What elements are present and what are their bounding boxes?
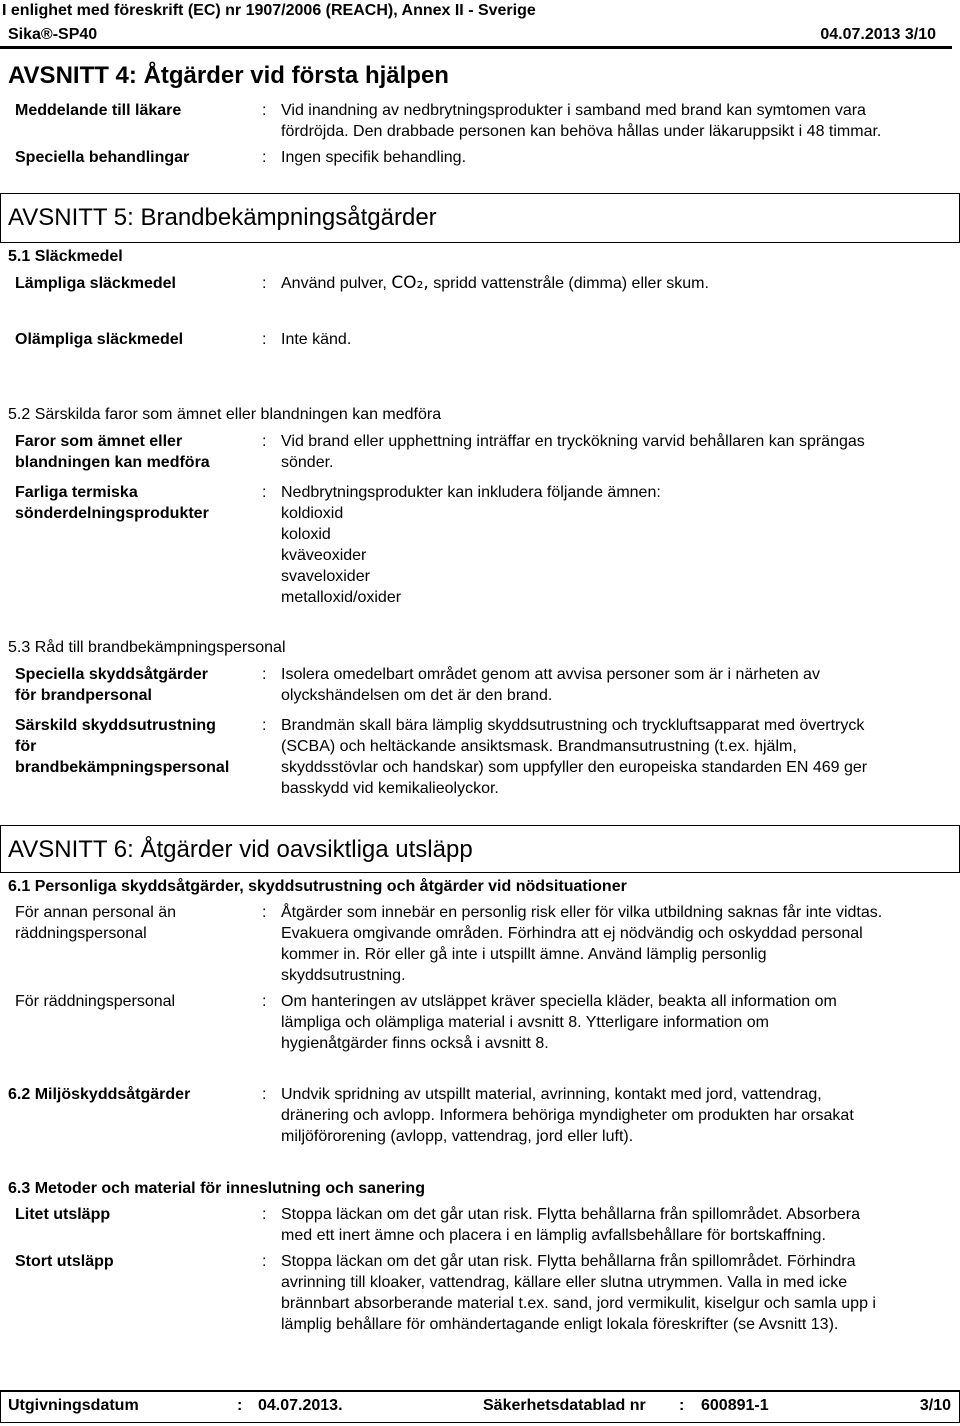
field-value-decomposition: Nedbrytningsprodukter kan inkludera följande ämnen: koldioxid koloxid kväveoxider svaveloxider metalloxid/oxider bbox=[281, 484, 661, 606]
field-label-small-spill: Litet utsläpp bbox=[15, 1206, 111, 1223]
subsection-5-3: 5.3 Råd till brandbekämpningspersonal bbox=[8, 639, 286, 656]
field-colon: : bbox=[262, 275, 267, 292]
field-value-unsuitable-media: Inte känd. bbox=[281, 331, 352, 348]
field-colon: : bbox=[262, 149, 267, 166]
field-colon: : bbox=[262, 102, 267, 119]
field-colon: : bbox=[262, 484, 267, 501]
section-5-title: AVSNITT 5: Brandbekämpningsåtgärder bbox=[8, 204, 437, 231]
co2-formula: CO₂, bbox=[391, 273, 429, 293]
field-colon: : bbox=[262, 993, 267, 1010]
footer-issue-date: 04.07.2013. bbox=[258, 1397, 343, 1414]
field-value-environmental: Undvik spridning av utspillt material, avrinning, kontakt med jord, vattendrag, dränering och avlopp. Informera behöriga myndigheter om produkten har orsakat miljöförorening (avlopp, vattendrag, jord eller luft). bbox=[281, 1086, 854, 1145]
section-4-title: AVSNITT 4: Åtgärder vid första hjälpen bbox=[8, 62, 449, 89]
subsection-6-1: 6.1 Personliga skyddsåtgärder, skyddsutrustning och åtgärder vid nödsituationer bbox=[8, 878, 627, 895]
field-colon: : bbox=[262, 433, 267, 450]
field-value-non-emergency: Åtgärder som innebär en personlig risk eller för vilka utbildning saknas får inte vidtas. Evakuera omgivande områden. Förhindra att ej nödvändig och oskyddad personal kommer in. Rör eller gå inte i utspillt ämne. Använd lämplig personlig skyddsutrustning. bbox=[281, 904, 883, 984]
field-label-physician: Meddelande till läkare bbox=[15, 102, 182, 119]
field-colon: : bbox=[262, 331, 267, 348]
field-label-unsuitable-media: Olämpliga släckmedel bbox=[15, 331, 184, 348]
field-value-protective-equipment: Brandmän skall bära lämplig skyddsutrustning och tryckluftsapparat med övertryck (SCBA) och heltäckande ansiktsmask. Brandmansutrustning (t.ex. hjälm, skyddsstövlar och handskar) som uppfyller den europeiska standarden EN 469 ger basskydd vid kemikalieolyckor. bbox=[281, 717, 868, 797]
product-name: Sika®-SP40 bbox=[8, 26, 98, 43]
field-label-suitable-media: Lämpliga släckmedel bbox=[15, 275, 176, 292]
field-value-physician: Vid inandning av nedbrytningsprodukter i samband med brand kan symtomen vara fördröjda. Den drabbade personen kan behöva hållas under läkaruppsikt i 48 timmar. bbox=[281, 102, 882, 140]
field-colon: : bbox=[262, 666, 267, 683]
field-label-responders: För räddningspersonal bbox=[15, 993, 176, 1010]
field-value-responders: Om hanteringen av utsläppet kräver speciella kläder, beakta all information om lämpliga och olämpliga material i avsnitt 8. Ytterligare information om hygienåtgärder finns också i avsnitt 8. bbox=[281, 993, 837, 1052]
field-value-suitable-media: Använd pulver, CO₂, spridd vattenstråle (dimma) eller skum. bbox=[281, 273, 709, 293]
footer-page-number: 3/10 bbox=[919, 1397, 951, 1414]
field-label-non-emergency: För annan personal än räddningspersonal bbox=[15, 904, 176, 942]
field-colon: : bbox=[262, 717, 267, 734]
field-label-special-treatment: Speciella behandlingar bbox=[15, 149, 190, 166]
field-label-hazards: Faror som ämnet eller blandningen kan medföra bbox=[15, 433, 210, 471]
field-value-precautions: Isolera omedelbart området genom att avvisa personer som är i närheten av olyckshändelsen om det är den brand. bbox=[281, 666, 820, 704]
field-value-large-spill: Stoppa läckan om det går utan risk. Flytta behållarna från spillområdet. Förhindra avrinning till kloaker, vattendrag, källare eller slutna utrymmen. Valla in med icke brännbart absorberande material t.ex. sand, jord vermikulit, kiselgur och samla upp i lämplig behållare för omhändertagande enligt lokala föreskrifter (se Avsnitt 13). bbox=[281, 1253, 876, 1333]
footer-sds-number: 600891-1 bbox=[701, 1397, 769, 1414]
footer-sds-number-label: Säkerhetsdatablad nr bbox=[483, 1397, 646, 1414]
field-colon: : bbox=[262, 1206, 267, 1223]
field-colon: : bbox=[262, 1253, 267, 1270]
field-value-small-spill: Stoppa läckan om det går utan risk. Flytta behållarna från spillområdet. Absorbera med ett inert ämne och placera i en lämplig avfallsbehållare för bortskaffning. bbox=[281, 1206, 860, 1244]
field-label-protective-equipment: Särskild skyddsutrustning för brandbekämpningspersonal bbox=[15, 717, 230, 776]
header-divider bbox=[0, 46, 952, 49]
field-label-decomposition: Farliga termiska sönderdelningsprodukter bbox=[15, 484, 209, 522]
field-label-precautions: Speciella skyddsåtgärder för brandpersonal bbox=[15, 666, 208, 704]
page-footer bbox=[0, 1390, 960, 1423]
document-title: I enlighet med föreskrift (EC) nr 1907/2006 (REACH), Annex II - Sverige bbox=[2, 2, 536, 19]
footer-issue-date-label: Utgivningsdatum bbox=[8, 1397, 139, 1414]
header-date-page: 04.07.2013 3/10 bbox=[820, 26, 936, 43]
field-colon: : bbox=[262, 1086, 267, 1103]
field-value-special-treatment: Ingen specifik behandling. bbox=[281, 149, 467, 166]
section-6-title: AVSNITT 6: Åtgärder vid oavsiktliga utsläpp bbox=[8, 836, 473, 863]
subsection-5-1: 5.1 Släckmedel bbox=[8, 248, 123, 265]
footer-separator: : bbox=[237, 1397, 243, 1414]
subsection-6-3: 6.3 Metoder och material för inneslutning och sanering bbox=[8, 1180, 425, 1197]
subsection-5-2: 5.2 Särskilda faror som ämnet eller blandningen kan medföra bbox=[8, 406, 442, 423]
header-bar bbox=[0, 23, 950, 46]
footer-separator: : bbox=[679, 1397, 685, 1414]
field-value-hazards: Vid brand eller upphettning inträffar en tryckökning varvid behållaren kan sprängas sönder. bbox=[281, 433, 865, 471]
field-colon: : bbox=[262, 904, 267, 921]
field-label-large-spill: Stort utsläpp bbox=[15, 1253, 114, 1270]
subsection-6-2: 6.2 Miljöskyddsåtgärder bbox=[8, 1086, 191, 1103]
